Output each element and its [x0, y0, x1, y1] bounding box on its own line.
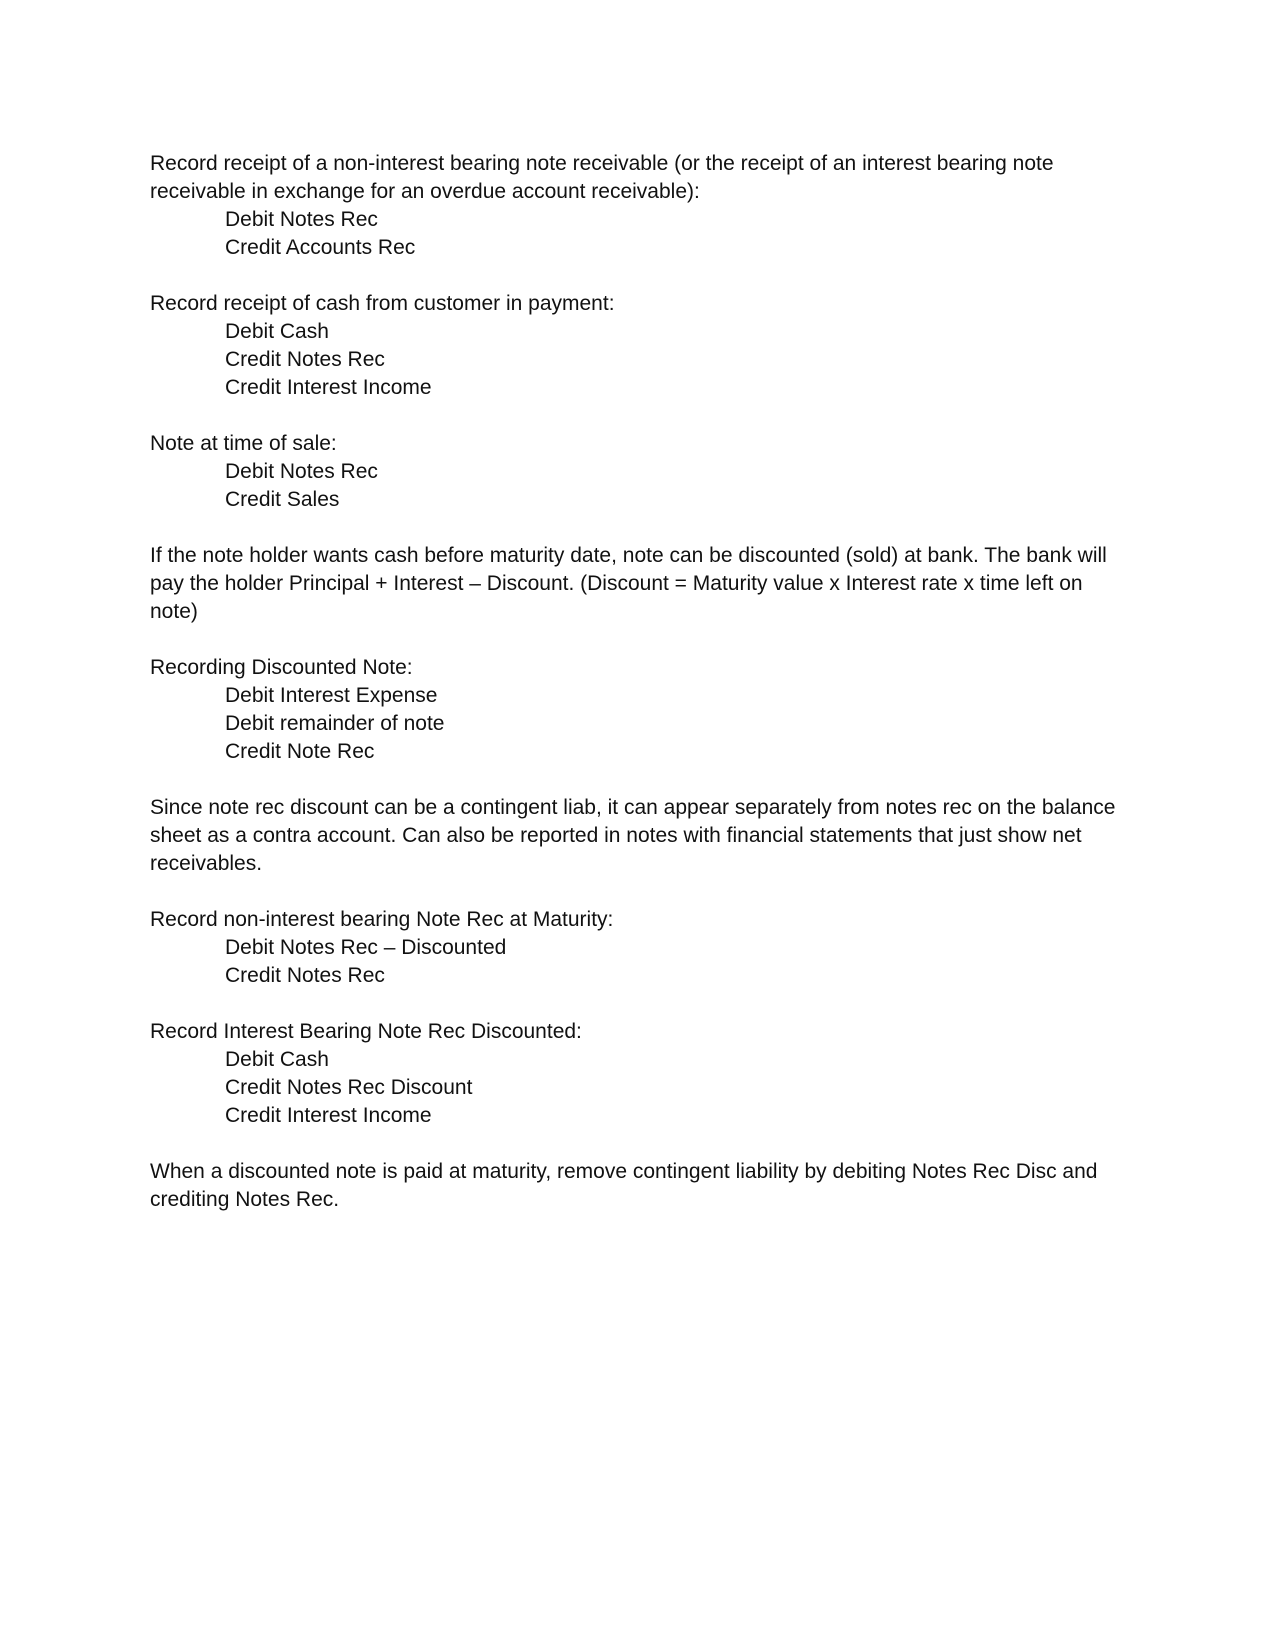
- journal-entry: Debit Cash: [225, 320, 329, 343]
- paragraph: When a discounted note is paid at maturity, remove contingent liability by debiting Notes Rec Disc and crediting Notes Rec.: [150, 1160, 1098, 1211]
- section-heading: Record receipt of cash from customer in payment:: [150, 292, 615, 315]
- paragraph: Since note rec discount can be a contingent liab, it can appear separately from notes rec on the balance sheet as a contra account. Can also be reported in notes with financial statements that just show net receivables.: [150, 796, 1116, 875]
- journal-entry: Credit Interest Income: [225, 1104, 432, 1127]
- journal-entries: [150, 206, 1130, 262]
- journal-entry: Credit Notes Rec: [225, 964, 385, 987]
- journal-entries: [150, 1046, 1130, 1130]
- section-heading: Record receipt of a non-interest bearing note receivable (or the receipt of an interest bearing note receivable in exchange for an overdue account receivable):: [150, 152, 1054, 203]
- section-cash-payment: [150, 290, 1130, 402]
- journal-entry: Debit remainder of note: [225, 712, 445, 735]
- journal-entries: [150, 934, 1130, 990]
- journal-entries: [150, 458, 1130, 514]
- section-nonint-maturity: [150, 906, 1130, 990]
- journal-entry: Debit Notes Rec – Discounted: [225, 936, 507, 959]
- section-recording-discounted-note: [150, 654, 1130, 766]
- section-discounting-explanation: [150, 542, 1130, 626]
- journal-entry: Credit Accounts Rec: [225, 236, 416, 259]
- section-note-at-sale: [150, 430, 1130, 514]
- journal-entry: Credit Notes Rec: [225, 348, 385, 371]
- journal-entry: Credit Interest Income: [225, 376, 432, 399]
- section-contingent-liability: [150, 794, 1130, 878]
- section-heading: Note at time of sale:: [150, 432, 337, 455]
- section-nonint-note-receipt: [150, 150, 1130, 262]
- document-body: [150, 150, 1130, 1242]
- section-heading: Record Interest Bearing Note Rec Discounted:: [150, 1020, 582, 1043]
- section-heading: Record non-interest bearing Note Rec at Maturity:: [150, 908, 614, 931]
- journal-entry: Credit Notes Rec Discount: [225, 1076, 473, 1099]
- section-interest-bearing-discounted: [150, 1018, 1130, 1130]
- journal-entries: [150, 318, 1130, 402]
- journal-entry: Debit Cash: [225, 1048, 329, 1071]
- journal-entry: Credit Sales: [225, 488, 340, 511]
- paragraph: If the note holder wants cash before maturity date, note can be discounted (sold) at bank. The bank will pay the holder Principal + Interest – Discount. (Discount = Maturity value x Interest rate x time left on note): [150, 544, 1107, 623]
- section-heading: Recording Discounted Note:: [150, 656, 413, 679]
- section-paid-at-maturity: [150, 1158, 1130, 1214]
- journal-entry: Debit Notes Rec: [225, 208, 378, 231]
- journal-entries: [150, 682, 1130, 766]
- journal-entry: Debit Notes Rec: [225, 460, 378, 483]
- journal-entry: Debit Interest Expense: [225, 684, 438, 707]
- journal-entry: Credit Note Rec: [225, 740, 375, 763]
